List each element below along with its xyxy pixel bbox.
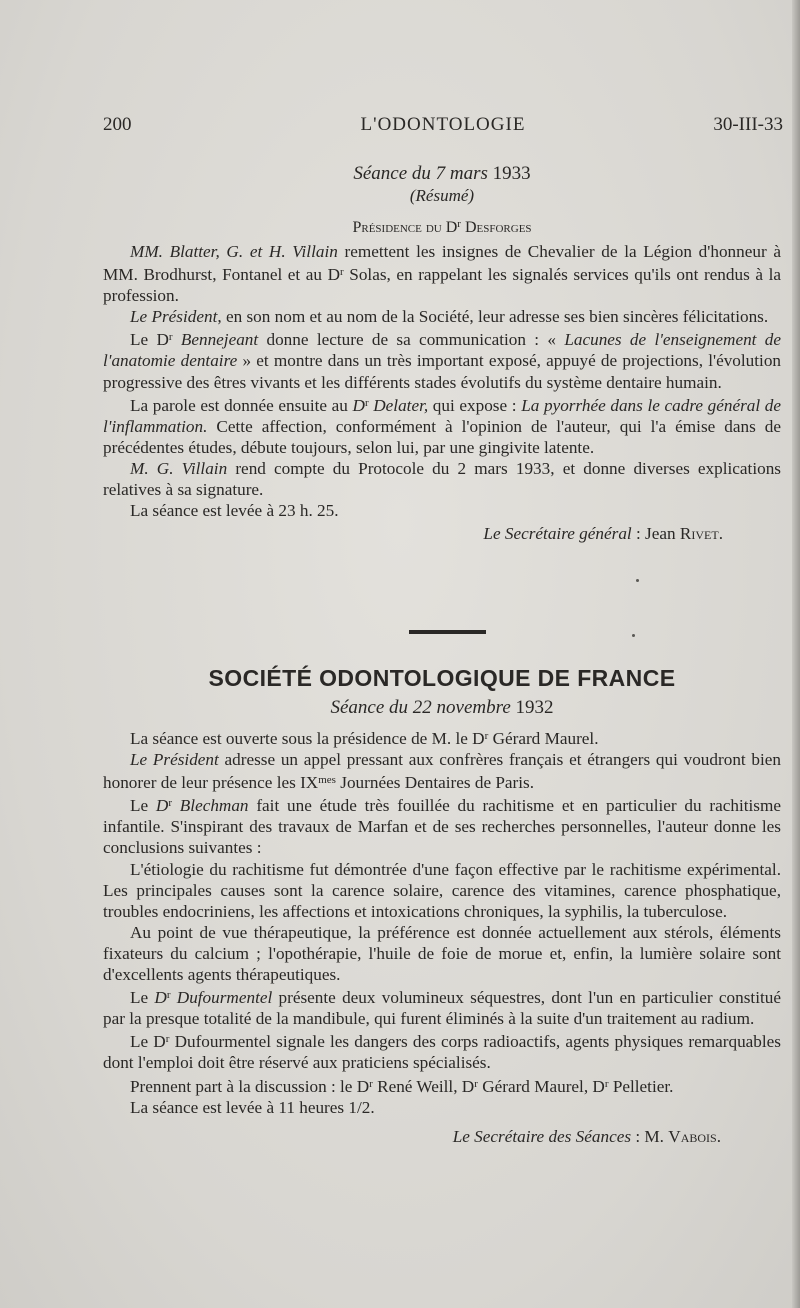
heading-date: 22 novembre xyxy=(412,697,511,718)
p-name: D xyxy=(155,796,169,816)
p-text: donne lecture de sa communication : « xyxy=(258,330,565,350)
p-text: La séance est levée à 23 h. 25. xyxy=(130,501,339,521)
presidence-sup: r xyxy=(457,218,461,230)
signature-sep: : M. xyxy=(631,1126,669,1146)
p-name: Blechman xyxy=(172,796,249,816)
p-text: , en son nom et au nom de la Société, leur adresse ses bien sincères félicitations. xyxy=(217,307,769,327)
running-title: L'ODONTOLOGIE xyxy=(360,114,526,135)
p-text: Gérard Maurel. xyxy=(488,729,599,748)
p-text: La parole est donnée ensuite au xyxy=(130,395,353,415)
page-edge-shadow xyxy=(792,0,800,1308)
p-text: qui expose : xyxy=(428,395,522,415)
p-title: Lacunes de l'enseignement de l'anatomie dentaire xyxy=(103,330,781,371)
ink-speck xyxy=(632,634,635,637)
p-text: La séance est levée à 11 heures 1/2. xyxy=(130,1097,375,1117)
p-sup: r xyxy=(474,1077,478,1090)
p-title: La pyorrhée dans le cadre général de l'inflammation. xyxy=(103,395,781,436)
signature-sep: : Jean xyxy=(631,524,680,544)
signature-name: Rivet. xyxy=(679,524,723,544)
p-text: présente deux volumineux séquestres, dont l'un en particulier constitué par la presque totalité de la mandibule, qui furent éliminés à la suite d'un traitement au radium. xyxy=(103,988,781,1029)
paragraph xyxy=(103,1074,781,1097)
signature-line xyxy=(103,523,781,544)
p-lead: MM. Blatter, G. et H. Villain xyxy=(130,242,338,261)
p-text: René Weill, D xyxy=(372,1076,475,1096)
paragraph xyxy=(103,726,781,749)
p-text: Pelletier. xyxy=(608,1076,674,1096)
paragraph xyxy=(103,393,781,458)
p-text: Le D xyxy=(130,1032,166,1052)
p-text: Prennent part à la discussion : le D xyxy=(130,1076,370,1096)
society-title: SOCIÉTÉ ODONTOLOGIQUE DE FRANCE xyxy=(208,665,676,691)
presidence-line xyxy=(103,213,781,239)
p-text: La séance est ouverte sous la présidence de M. le D xyxy=(130,729,485,748)
p-sup: r xyxy=(165,1033,170,1046)
heading-prefix: Séance du xyxy=(353,163,436,184)
heading-year: 1933 xyxy=(487,163,531,184)
signature-role: Le Secrétaire des Séances xyxy=(452,1126,632,1146)
p-text: Gérard Maurel, D xyxy=(477,1076,605,1096)
p-sup: r xyxy=(364,396,369,409)
p-name: D xyxy=(154,988,167,1008)
paragraph xyxy=(103,241,781,306)
heading-year: 1932 xyxy=(510,697,554,718)
session-1-block xyxy=(103,162,781,544)
p-text: » et montre dans un très important exposé, appuyé de projections, l'évolution progressive des êtres vivants et les différents stades évolutifs du système dentaire humain. xyxy=(103,351,782,392)
paragraph xyxy=(103,306,781,327)
heading-prefix: Séance du xyxy=(330,697,413,718)
signature-line xyxy=(103,1126,781,1147)
heading-date: 7 mars xyxy=(435,163,488,184)
p-sup: mes xyxy=(318,774,336,787)
p-text: L'étiologie du rachitisme fut démontrée d'une façon effective par le rachitisme expérimental. Les principales causes sont la carence solaire, carence des vitamines, carence phosphatique, troubles endocriniens, les affections et intoxications chroniques, la syphilis, la tuberculose. xyxy=(103,859,781,921)
presidence-prefix: Présidence du D xyxy=(352,219,458,236)
issue-date: 30-III-33 xyxy=(713,114,783,135)
presidence-name: Desforges xyxy=(460,219,532,236)
session-2-block xyxy=(103,696,781,1147)
p-text: adresse un appel pressant aux confrères français et étrangers qui voudront bien honorer de leur présence les IX xyxy=(103,750,782,793)
paragraph xyxy=(103,327,781,392)
paragraph xyxy=(103,500,781,521)
p-sup: r xyxy=(166,989,171,1002)
p-name: Delater, xyxy=(368,395,429,415)
page-number: 200 xyxy=(103,114,132,135)
session-2-heading xyxy=(103,696,781,720)
paragraph xyxy=(103,922,781,985)
p-sup: r xyxy=(168,797,173,810)
paragraph xyxy=(103,458,781,500)
paragraph xyxy=(103,749,781,793)
paragraph xyxy=(103,859,781,922)
ink-speck xyxy=(636,579,639,582)
p-text: Au point de vue thérapeutique, la préférence est donnée actuellement aux stérols, éléments fixateurs du calcium ; l'opothérapie, l'huile de foie de morue et, enfin, la lumière solaire sont d'excellents agents thérapeutiques. xyxy=(103,922,781,985)
p-lead: Le Président xyxy=(130,750,219,770)
paragraph xyxy=(103,1097,781,1118)
p-lead: M. G. Villain xyxy=(130,458,228,478)
paragraph xyxy=(103,1029,781,1073)
session-1-summary-label xyxy=(103,185,781,207)
p-sup: r xyxy=(369,1077,373,1090)
paragraph xyxy=(103,793,781,858)
p-text: rend compte du Protocole du 2 mars 1933, et donne diverses explications relatives à sa signature. xyxy=(103,458,781,500)
p-text: Solas, en rappelant les signalés services qu'ils ont rendus à la profession. xyxy=(103,265,781,306)
p-text: Cette affection, conformément à l'opinion de l'auteur, qui l'a émise dans de précédentes études, débute toujours, selon lui, par une gingivite latente. xyxy=(103,416,781,457)
p-text: Le D xyxy=(130,330,169,350)
p-text: Le xyxy=(130,988,155,1008)
p-text: Dufourmentel signale les dangers des corps radioactifs, agents physiques remarquables dont l'emploi doit être réservé aux praticiens spécialisés. xyxy=(103,1032,781,1073)
section-divider xyxy=(409,630,486,634)
signature-role: Le Secrétaire général xyxy=(483,524,632,544)
p-text: Le xyxy=(130,796,156,816)
paragraph xyxy=(103,985,781,1029)
p-name: D xyxy=(352,395,365,415)
p-sup: r xyxy=(340,266,344,279)
signature-name: Vabois. xyxy=(668,1126,721,1146)
p-lead: Le Président xyxy=(130,307,218,327)
running-header xyxy=(103,114,783,140)
p-sup: r xyxy=(168,331,173,344)
session-1-heading xyxy=(103,162,781,185)
p-text: fait une étude très fouillée du rachitisme et en particulier du rachitisme infantile. S'inspirant des travaux de Marfan et de ses recherches personnelles, l'auteur donne les conclusions suivantes : xyxy=(103,796,781,858)
p-name: Bennejeant xyxy=(172,330,259,350)
p-sup: r xyxy=(604,1077,609,1090)
p-text: remettent les insignes de Chevalier de la Légion d'honneur à MM. Brodhurst, Fontanel et au D xyxy=(103,242,782,285)
p-name: Dufourmentel xyxy=(170,988,273,1008)
p-text: Journées Dentaires de Paris. xyxy=(335,773,535,793)
summary-text: (Résumé) xyxy=(409,186,475,205)
p-sup: r xyxy=(484,730,489,742)
